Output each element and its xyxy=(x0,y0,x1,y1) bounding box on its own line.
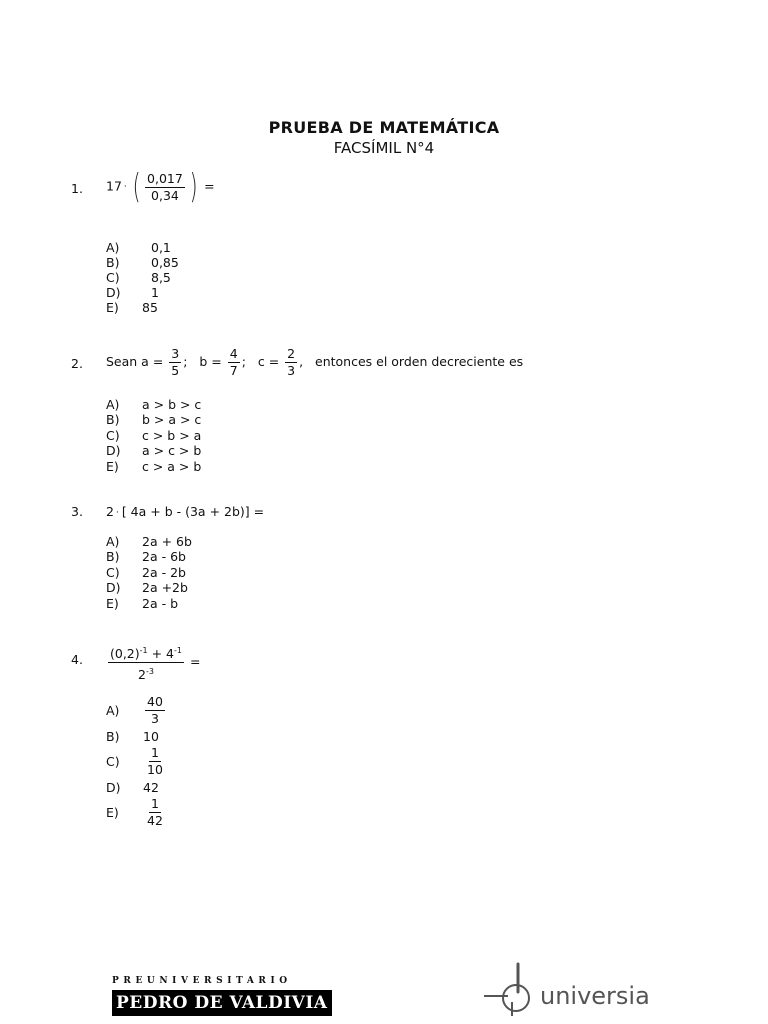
fraction: $\frac{(0,2)^{-1} + 4^{-1}}{2^{-3}}$ xyxy=(108,642,184,683)
option-letter: E) xyxy=(106,459,119,474)
option-fraction: $\frac{1}{42}$ xyxy=(147,796,163,828)
option-value: c > b > a xyxy=(142,428,202,443)
fraction: $\frac{3}{5}$ xyxy=(171,346,180,378)
option-letter: C) xyxy=(106,270,120,285)
question-number: 1. xyxy=(71,181,83,196)
option-value: 2a +2b xyxy=(142,580,188,595)
option-letter: D) xyxy=(106,580,121,595)
fraction: $\frac{4}{7}$ xyxy=(229,346,238,378)
question-1-statement: 17 · ( $\frac{0,017}{0,34}$ ) = xyxy=(106,167,215,207)
question-number: 4. xyxy=(71,652,83,667)
option-letter: D) xyxy=(106,285,121,300)
option-value: 42 xyxy=(143,780,159,795)
option-fraction: $\frac{40}{3}$ xyxy=(147,694,163,726)
option-letter: D) xyxy=(106,443,121,458)
option-value: 0,85 xyxy=(151,255,179,270)
fraction: $\frac{0,017}{0,34}$ xyxy=(147,170,183,203)
pedro-de-valdivia-logo: PREUNIVERSITARIO PEDRO DE VALDIVIA xyxy=(112,976,332,1016)
option-value: 2a + 6b xyxy=(142,534,192,549)
page-subtitle: FACSÍMIL N°4 xyxy=(333,139,435,157)
option-letter: B) xyxy=(106,412,120,427)
option-value: 85 xyxy=(142,300,158,315)
option-value: b > a > c xyxy=(142,412,202,427)
option-value: 1 xyxy=(151,285,159,300)
option-value: 10 xyxy=(143,729,159,744)
option-letter: B) xyxy=(106,729,120,744)
option-letter: C) xyxy=(106,428,120,443)
option-value: 2a - b xyxy=(142,596,179,611)
option-letter: C) xyxy=(106,754,120,769)
option-value: a > c > b xyxy=(142,443,202,458)
question-3-statement: 2 · [ 4a + b - (3a + 2b)] = xyxy=(106,504,265,519)
universia-logo: universia xyxy=(484,958,664,1018)
option-value: c > a > b xyxy=(142,459,202,474)
question-number: 3. xyxy=(71,504,83,519)
option-letter: A) xyxy=(106,534,120,549)
option-value: 8,5 xyxy=(151,270,171,285)
option-letter: B) xyxy=(106,255,120,270)
question-number: 2. xyxy=(71,356,83,371)
option-letter: E) xyxy=(106,805,119,820)
option-letter: C) xyxy=(106,565,120,580)
option-value: 0,1 xyxy=(151,240,171,255)
option-fraction: $\frac{1}{10}$ xyxy=(147,745,163,777)
option-letter: E) xyxy=(106,596,119,611)
universia-mark-icon xyxy=(484,958,544,1018)
option-letter: B) xyxy=(106,549,120,564)
option-value: a > b > c xyxy=(142,397,202,412)
option-letter: A) xyxy=(106,240,120,255)
option-value: 2a - 6b xyxy=(142,549,186,564)
question-2-statement: Sean a = $\frac{3}{5}$ ; b = $\frac{4}{7}$ ; c = $\frac{2}{3}$ , entonces el orden decreciente es xyxy=(106,346,524,378)
option-value: 2a - 2b xyxy=(142,565,186,580)
page-title: PRUEBA DE MATEMÁTICA xyxy=(268,118,500,137)
fraction: $\frac{2}{3}$ xyxy=(287,346,296,378)
option-letter: E) xyxy=(106,300,119,315)
option-letter: A) xyxy=(106,397,120,412)
option-letter: D) xyxy=(106,780,121,795)
option-letter: A) xyxy=(106,703,120,718)
question-4-statement: $\frac{(0,2)^{-1} + 4^{-1}}{2^{-3}}$ = xyxy=(106,642,200,683)
